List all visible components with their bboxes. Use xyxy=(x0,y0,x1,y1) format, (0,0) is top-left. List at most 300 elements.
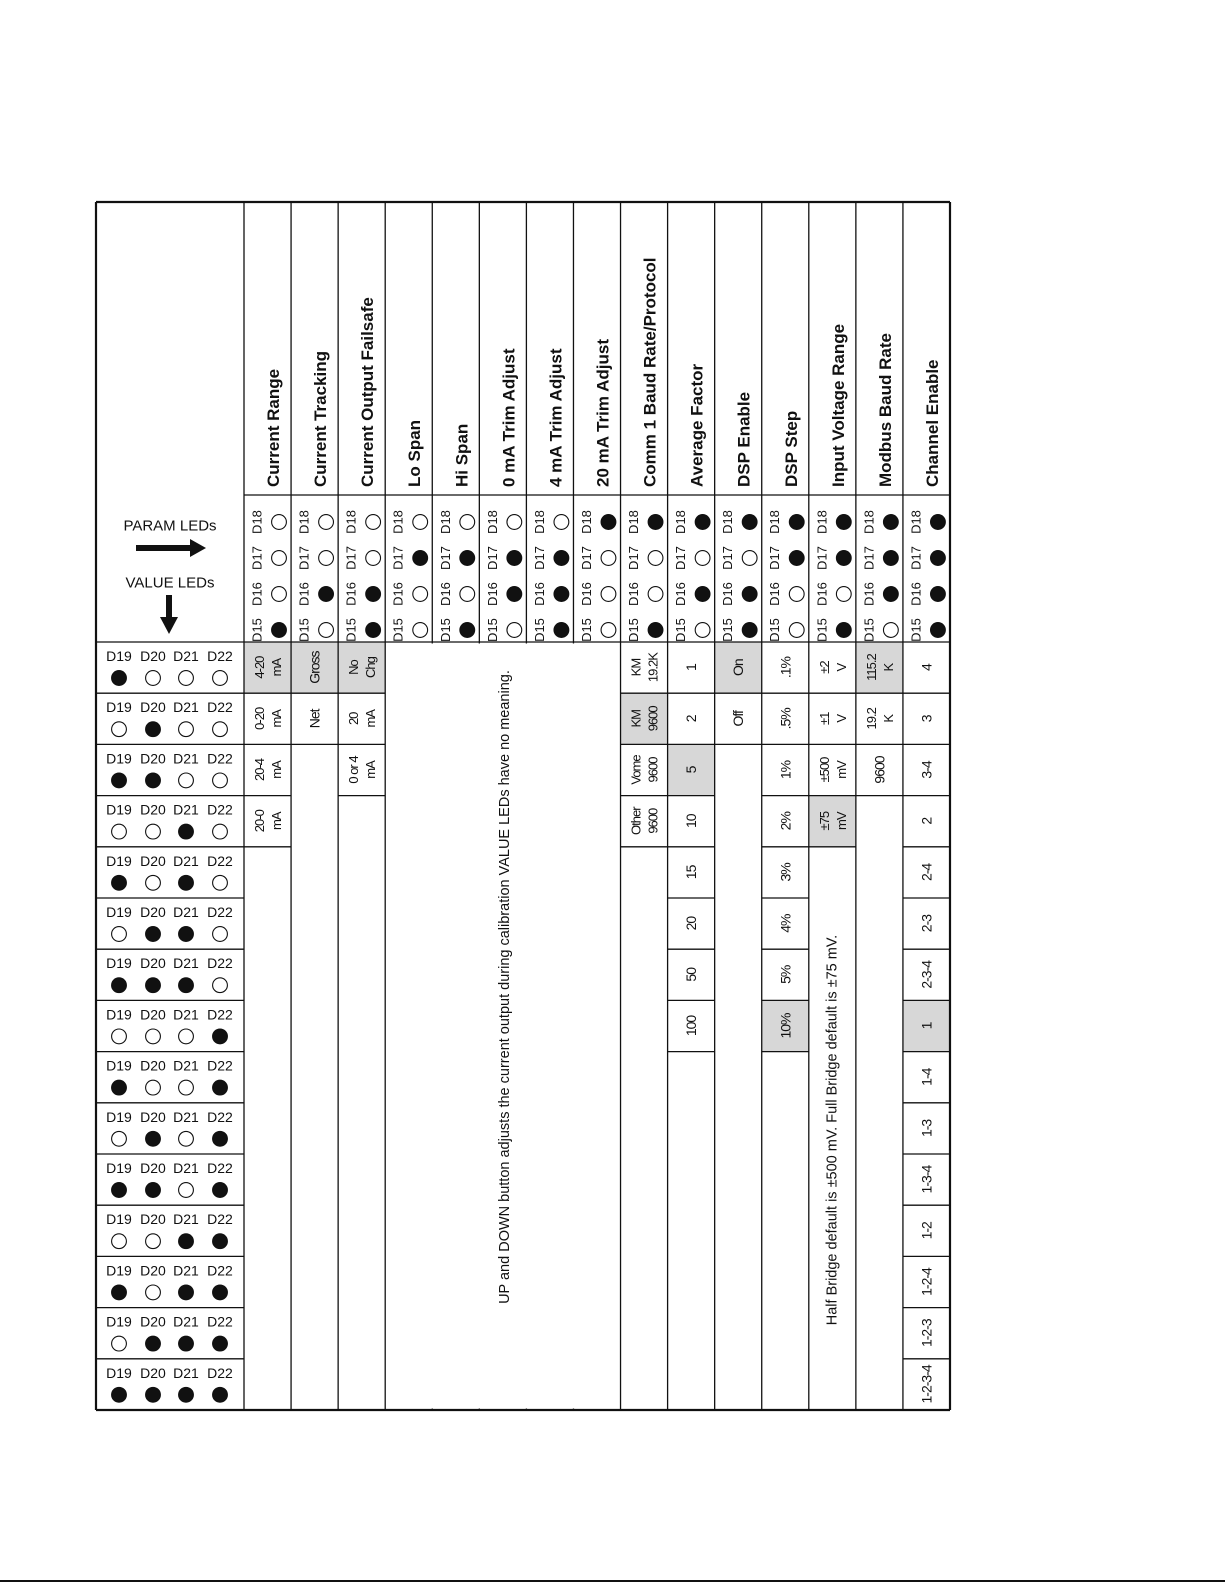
param-led-label: D15 xyxy=(626,618,642,642)
param-led-on-icon xyxy=(601,515,616,530)
value-led-on-icon xyxy=(179,824,194,839)
param-led-label: D18 xyxy=(578,510,594,534)
value-text: 2 xyxy=(683,715,700,723)
value-text: V xyxy=(833,714,849,723)
value-text: 1% xyxy=(777,760,794,780)
param-led-on-icon xyxy=(554,587,569,602)
param-led-label: D16 xyxy=(578,582,594,606)
parameter-name: Current Output Failsafe xyxy=(358,297,378,487)
param-led-label: D17 xyxy=(626,546,642,570)
value-text: mV xyxy=(833,761,849,779)
value-led-label: D20 xyxy=(140,1364,166,1381)
value-led-label: D22 xyxy=(207,750,233,767)
value-led-on-icon xyxy=(112,875,127,890)
value-led-off-icon xyxy=(112,722,127,737)
param-led-on-icon xyxy=(648,515,663,530)
parameter-name: Current Range xyxy=(264,368,284,487)
value-led-label: D20 xyxy=(140,852,166,869)
param-led-label: D18 xyxy=(908,510,924,534)
value-led-off-icon xyxy=(112,1336,127,1351)
param-led-on-icon xyxy=(460,551,475,566)
value-text: mV xyxy=(833,812,849,830)
value-text: 1-3-4 xyxy=(918,1165,935,1194)
param-led-off-icon xyxy=(272,587,287,602)
value-led-on-icon xyxy=(179,1387,194,1402)
value-led-label: D22 xyxy=(207,1108,233,1125)
param-led-on-icon xyxy=(789,515,804,530)
param-led-label: D18 xyxy=(720,510,736,534)
param-led-off-icon xyxy=(554,515,569,530)
param-led-off-icon xyxy=(601,623,616,638)
value-led-label: D19 xyxy=(106,1057,132,1074)
value-led-off-icon xyxy=(179,1080,194,1095)
value-led-label: D21 xyxy=(173,1160,199,1176)
value-text: Gross xyxy=(306,651,323,684)
param-led-off-icon xyxy=(319,623,334,638)
value-led-on-icon xyxy=(112,1285,127,1300)
parameter-name: Channel Enable xyxy=(922,359,942,487)
value-led-label: D22 xyxy=(207,852,233,869)
value-led-off-icon xyxy=(146,1285,161,1300)
value-led-label: D22 xyxy=(207,1160,233,1176)
param-led-label: D15 xyxy=(296,618,312,642)
value-led-label: D22 xyxy=(207,904,233,920)
param-led-label: D18 xyxy=(814,510,830,534)
value-led-on-icon xyxy=(112,671,127,686)
value-led-on-icon xyxy=(112,773,127,788)
value-led-label: D21 xyxy=(173,1364,199,1381)
arrow-down-icon xyxy=(166,595,172,619)
value-text: 9600 xyxy=(871,756,888,784)
value-text: Net xyxy=(306,709,323,729)
param-led-label: D17 xyxy=(296,546,312,570)
value-text: 10% xyxy=(777,1013,794,1039)
param-led-off-icon xyxy=(319,551,334,566)
param-led-label: D17 xyxy=(484,546,500,570)
value-text: Other xyxy=(628,807,644,835)
param-led-label: D15 xyxy=(908,618,924,642)
param-led-off-icon xyxy=(789,623,804,638)
value-led-label: D21 xyxy=(173,801,199,818)
value-led-label: D20 xyxy=(140,648,166,664)
value-led-off-icon xyxy=(179,1029,194,1044)
value-led-off-icon xyxy=(179,773,194,788)
param-led-label: D17 xyxy=(767,546,783,570)
param-led-on-icon xyxy=(742,623,757,638)
value-led-label: D20 xyxy=(140,1211,166,1228)
value-text: KM xyxy=(628,710,644,728)
param-led-on-icon xyxy=(883,587,898,602)
value-led-label: D19 xyxy=(106,1262,132,1279)
value-text: 20 xyxy=(346,712,362,726)
value-text: mA xyxy=(269,761,285,779)
value-text: 1-2-3-4 xyxy=(918,1365,935,1404)
value-text: mA xyxy=(363,710,379,728)
value-led-label: D19 xyxy=(106,955,132,972)
value-text: 50 xyxy=(683,968,700,982)
value-led-on-icon xyxy=(179,1234,194,1249)
value-led-on-icon xyxy=(179,927,194,942)
param-led-label: D16 xyxy=(720,582,736,606)
param-led-off-icon xyxy=(695,551,710,566)
param-led-label: D15 xyxy=(390,618,406,642)
param-led-label: D16 xyxy=(814,582,830,606)
param-led-label: D16 xyxy=(531,582,547,606)
value-led-on-icon xyxy=(179,875,194,890)
value-text: KM xyxy=(628,658,644,677)
param-led-off-icon xyxy=(272,551,287,566)
value-led-label: D22 xyxy=(207,699,233,716)
value-text: 3-4 xyxy=(918,761,935,779)
param-led-off-icon xyxy=(836,587,851,602)
value-led-label: D20 xyxy=(140,750,166,767)
param-led-on-icon xyxy=(413,551,428,566)
value-led-off-icon xyxy=(146,671,161,686)
param-led-label: D16 xyxy=(296,582,312,606)
param-led-off-icon xyxy=(460,515,475,530)
value-text: ±500 xyxy=(816,757,832,783)
value-led-label: D22 xyxy=(207,1364,233,1381)
value-text: V xyxy=(833,663,849,672)
param-led-on-icon xyxy=(507,587,522,602)
param-led-on-icon xyxy=(648,623,663,638)
param-led-label: D18 xyxy=(343,510,359,534)
value-led-label: D22 xyxy=(207,801,233,818)
param-led-on-icon xyxy=(507,551,522,566)
parameter-name: 0 mA Trim Adjust xyxy=(499,348,519,487)
value-led-on-icon xyxy=(213,1183,228,1198)
value-text: 4-20 xyxy=(252,656,268,679)
parameter-name: Lo Span xyxy=(405,419,425,487)
param-led-off-icon xyxy=(460,587,475,602)
param-led-off-icon xyxy=(507,623,522,638)
value-led-label: D21 xyxy=(173,1262,199,1279)
input-voltage-note: Half Bridge default is ±500 mV. Full Bridge default is ±75 mV. xyxy=(824,934,841,1326)
page-bottom-rule xyxy=(0,1580,1225,1582)
param-led-on-icon xyxy=(789,551,804,566)
parameter-name: DSP Enable xyxy=(734,391,754,487)
parameter-name: Average Factor xyxy=(687,363,707,487)
param-led-label: D15 xyxy=(814,618,830,642)
param-led-off-icon xyxy=(742,551,757,566)
value-text: mA xyxy=(269,710,285,728)
param-led-off-icon xyxy=(507,515,522,530)
value-text: mA xyxy=(269,812,285,830)
param-led-off-icon xyxy=(319,515,334,530)
value-led-on-icon xyxy=(146,1131,161,1146)
param-led-label: D15 xyxy=(673,618,689,642)
param-led-on-icon xyxy=(836,551,851,566)
value-led-label: D19 xyxy=(106,852,132,869)
value-led-on-icon xyxy=(213,1234,228,1249)
param-led-label: D16 xyxy=(343,582,359,606)
value-text: 2-3-4 xyxy=(918,960,935,989)
value-led-label: D20 xyxy=(140,1006,166,1023)
param-led-label: D18 xyxy=(249,510,265,534)
param-led-label: D17 xyxy=(531,546,547,570)
param-led-on-icon xyxy=(742,515,757,530)
value-text: .1% xyxy=(777,657,794,679)
value-led-off-icon xyxy=(179,1131,194,1146)
param-led-off-icon xyxy=(789,587,804,602)
value-led-on-icon xyxy=(213,1080,228,1095)
param-led-label: D15 xyxy=(861,618,877,642)
value-led-off-icon xyxy=(213,773,228,788)
value-led-label: D20 xyxy=(140,699,166,716)
value-led-label: D19 xyxy=(106,699,132,716)
param-led-on-icon xyxy=(931,515,946,530)
value-text: 115.2 xyxy=(863,654,879,681)
value-led-on-icon xyxy=(213,1131,228,1146)
value-text: Off xyxy=(730,711,747,727)
parameter-name: Hi Span xyxy=(452,423,472,487)
calibration-note: UP and DOWN button adjusts the current output during calibration VALUE LEDs have no meaning. xyxy=(496,670,513,1304)
param-led-label: D17 xyxy=(343,546,359,570)
parameter-name: Comm 1 Baud Rate/Protocol xyxy=(640,257,660,487)
value-text: 20-4 xyxy=(252,758,268,782)
value-led-label: D21 xyxy=(173,852,199,869)
param-led-on-icon xyxy=(695,587,710,602)
value-led-label: D20 xyxy=(140,955,166,972)
value-led-label: D20 xyxy=(140,801,166,818)
value-text: 1 xyxy=(683,664,700,671)
value-led-label: D19 xyxy=(106,1160,132,1176)
value-text: 1-4 xyxy=(918,1068,935,1086)
value-led-label: D19 xyxy=(106,1108,132,1125)
value-text: 2-4 xyxy=(918,863,935,882)
param-led-off-icon xyxy=(366,515,381,530)
value-led-off-icon xyxy=(213,978,228,993)
param-led-label: D16 xyxy=(767,582,783,606)
value-led-off-icon xyxy=(179,722,194,737)
value-led-on-icon xyxy=(213,1285,228,1300)
value-led-on-icon xyxy=(146,1336,161,1351)
value-led-off-icon xyxy=(112,1131,127,1146)
value-text: 9600 xyxy=(645,808,661,834)
parameter-name: Modbus Baud Rate xyxy=(875,333,895,487)
value-led-label: D21 xyxy=(173,1108,199,1125)
value-text: 19.2 xyxy=(863,708,879,730)
value-led-label: D22 xyxy=(207,1262,233,1279)
value-led-label: D19 xyxy=(106,648,132,664)
param-led-on-icon xyxy=(931,623,946,638)
value-led-off-icon xyxy=(213,671,228,686)
value-led-off-icon xyxy=(213,927,228,942)
value-led-on-icon xyxy=(146,978,161,993)
value-led-label: D19 xyxy=(106,1364,132,1381)
param-led-on-icon xyxy=(836,515,851,530)
value-led-label: D21 xyxy=(173,1313,199,1330)
param-led-off-icon xyxy=(413,515,428,530)
value-text: 4% xyxy=(777,914,794,933)
param-led-label: D17 xyxy=(249,546,265,570)
value-led-label: D22 xyxy=(207,1006,233,1023)
value-led-on-icon xyxy=(179,1285,194,1300)
param-led-off-icon xyxy=(601,551,616,566)
value-led-on-icon xyxy=(146,773,161,788)
parameter-name: DSP Step xyxy=(781,410,801,487)
value-led-off-icon xyxy=(112,824,127,839)
value-text: Vome xyxy=(628,755,644,785)
parameter-name: Current Tracking xyxy=(311,350,331,487)
value-text: 15 xyxy=(683,865,700,880)
value-text: 1 xyxy=(918,1022,935,1030)
value-led-label: D20 xyxy=(140,904,166,920)
param-led-label: D15 xyxy=(437,618,453,642)
value-led-on-icon xyxy=(146,927,161,942)
value-led-label: D21 xyxy=(173,1006,199,1023)
param-led-off-icon xyxy=(366,551,381,566)
param-led-off-icon xyxy=(883,623,898,638)
value-text: 20 xyxy=(683,916,700,931)
value-led-off-icon xyxy=(146,1234,161,1249)
value-led-label: D22 xyxy=(207,955,233,972)
param-led-off-icon xyxy=(648,551,663,566)
value-led-label: D21 xyxy=(173,955,199,972)
value-led-label: D22 xyxy=(207,1211,233,1228)
param-led-label: D16 xyxy=(861,582,877,606)
param-led-on-icon xyxy=(554,551,569,566)
value-led-on-icon xyxy=(146,1387,161,1402)
param-led-label: D18 xyxy=(296,510,312,534)
param-led-label: D18 xyxy=(437,510,453,534)
param-led-on-icon xyxy=(366,587,381,602)
value-led-label: D19 xyxy=(106,1006,132,1023)
value-led-on-icon xyxy=(112,1080,127,1095)
param-led-label: D16 xyxy=(437,582,453,606)
value-text: 2 xyxy=(918,817,935,825)
value-text: On xyxy=(730,659,747,676)
value-led-label: D21 xyxy=(173,1057,199,1074)
value-led-off-icon xyxy=(146,875,161,890)
param-led-label: D17 xyxy=(861,546,877,570)
value-led-on-icon xyxy=(213,1029,228,1044)
value-text: 5% xyxy=(777,965,794,984)
value-led-label: D19 xyxy=(106,801,132,818)
value-led-label: D22 xyxy=(207,1313,233,1330)
value-led-off-icon xyxy=(213,824,228,839)
value-led-off-icon xyxy=(146,824,161,839)
arrow-right-icon xyxy=(136,545,192,551)
value-text: 1-3 xyxy=(918,1119,935,1138)
param-led-label: D18 xyxy=(673,510,689,534)
param-led-off-icon xyxy=(413,587,428,602)
param-led-label: D17 xyxy=(437,546,453,570)
value-led-label: D22 xyxy=(207,648,233,664)
arrow-right-icon xyxy=(190,539,206,557)
value-led-on-icon xyxy=(179,1336,194,1351)
value-led-off-icon xyxy=(179,1183,194,1198)
param-led-off-icon xyxy=(695,623,710,638)
value-led-on-icon xyxy=(112,1183,127,1198)
param-led-label: D15 xyxy=(720,618,736,642)
value-text: 1-2-4 xyxy=(918,1268,935,1296)
value-text: ±75 xyxy=(816,811,832,831)
param-led-on-icon xyxy=(319,587,334,602)
param-led-on-icon xyxy=(460,623,475,638)
value-text: 19.2K xyxy=(645,653,661,683)
value-led-label: D20 xyxy=(140,1160,166,1176)
param-led-on-icon xyxy=(883,515,898,530)
value-text: 10 xyxy=(683,814,700,828)
value-led-label: D21 xyxy=(173,648,199,664)
value-led-label: D19 xyxy=(106,904,132,920)
value-led-label: D21 xyxy=(173,904,199,920)
param-led-label: D16 xyxy=(626,582,642,606)
param-led-label: D18 xyxy=(390,510,406,534)
param-led-label: D18 xyxy=(484,510,500,534)
param-led-off-icon xyxy=(601,587,616,602)
value-led-label: D20 xyxy=(140,1262,166,1279)
param-led-label: D15 xyxy=(578,618,594,642)
value-text: ±1 xyxy=(816,712,832,725)
value-text: 3 xyxy=(918,715,935,723)
value-text: Chg xyxy=(363,657,379,679)
value-led-on-icon xyxy=(112,978,127,993)
param-leds-label: PARAM LEDs xyxy=(123,517,217,535)
value-text: 5 xyxy=(683,766,700,774)
arrow-down-icon xyxy=(160,617,178,634)
value-led-on-icon xyxy=(179,978,194,993)
value-led-label: D21 xyxy=(173,750,199,767)
value-led-label: D20 xyxy=(140,1108,166,1125)
parameter-name: 4 mA Trim Adjust xyxy=(546,348,566,487)
param-led-label: D18 xyxy=(531,510,547,534)
value-text: 2-3 xyxy=(918,914,935,933)
value-text: 0 or 4 xyxy=(346,756,362,784)
value-led-on-icon xyxy=(146,722,161,737)
value-led-off-icon xyxy=(112,1029,127,1044)
value-text: 1-2 xyxy=(918,1222,935,1240)
value-led-label: D19 xyxy=(106,1211,132,1228)
value-text: mA xyxy=(269,658,285,677)
param-led-label: D16 xyxy=(390,582,406,606)
param-led-on-icon xyxy=(366,623,381,638)
param-led-label: D17 xyxy=(578,546,594,570)
param-led-label: D15 xyxy=(249,618,265,642)
value-led-off-icon xyxy=(179,671,194,686)
param-led-label: D17 xyxy=(390,546,406,570)
param-led-label: D16 xyxy=(249,582,265,606)
value-text: 3% xyxy=(777,863,794,882)
value-text: 1-2-3 xyxy=(918,1319,935,1348)
param-led-on-icon xyxy=(931,587,946,602)
value-led-label: D22 xyxy=(207,1057,233,1074)
value-text: 9600 xyxy=(645,757,661,783)
value-text: 9600 xyxy=(645,706,661,732)
value-led-off-icon xyxy=(213,875,228,890)
param-led-on-icon xyxy=(554,623,569,638)
value-led-label: D19 xyxy=(106,1313,132,1330)
value-text: No xyxy=(346,660,362,675)
parameter-name: 20 mA Trim Adjust xyxy=(593,339,613,487)
value-text: ±2 xyxy=(816,661,832,674)
param-led-on-icon xyxy=(695,515,710,530)
value-text: 20-0 xyxy=(252,810,268,833)
value-led-label: D20 xyxy=(140,1313,166,1330)
value-text: 0-20 xyxy=(252,707,268,730)
value-text: .5% xyxy=(777,708,794,730)
param-led-label: D17 xyxy=(814,546,830,570)
value-text: 2% xyxy=(777,812,794,831)
param-led-label: D15 xyxy=(531,618,547,642)
param-led-on-icon xyxy=(742,587,757,602)
param-led-on-icon xyxy=(883,551,898,566)
param-led-label: D16 xyxy=(484,582,500,606)
value-led-on-icon xyxy=(213,1336,228,1351)
param-led-label: D17 xyxy=(720,546,736,570)
value-led-on-icon xyxy=(213,1387,228,1402)
